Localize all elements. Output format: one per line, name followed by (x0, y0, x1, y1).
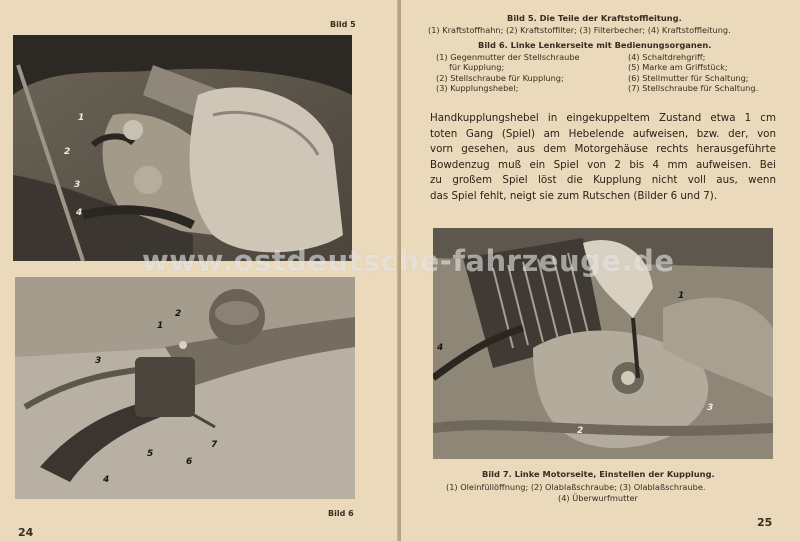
bild6-caption-title: Bild 6. Linke Lenkerseite mit Bedienungsorganen. (478, 40, 712, 50)
figure5-label: Bild 5 (330, 20, 356, 29)
figure6-photo (15, 277, 355, 499)
figure6-label: Bild 6 (328, 509, 354, 518)
bild6-item: (6) Stellmutter für Schaltung; (628, 72, 749, 83)
fig6-callout-3: 3 (95, 356, 102, 366)
fig5-callout-4: 4 (76, 208, 83, 218)
fig6-callout-6: 6 (186, 457, 193, 467)
bild5-caption-text: (1) Kraftstoffhahn; (2) Kraftstoffilter; (3) Filterbecher; (4) Kraftstoffleitung. (428, 25, 731, 35)
figure7-photo (433, 228, 773, 459)
bild6-item: (1) Gegenmutter der Stellschraube (436, 52, 580, 62)
bild6-item: (3) Kupplungshebel; (436, 83, 519, 94)
body-line: zu großem Spiel löst die Kupplung nicht voll aus, wenn (430, 174, 776, 187)
body-line: das Spiel fehlt, neigt sie zum Rutschen (Bilder 6 und 7). (430, 189, 718, 202)
fig5-callout-2: 2 (64, 147, 71, 157)
fig6-callout-2: 2 (175, 309, 182, 319)
bild6-legend-left (436, 52, 580, 94)
figure5-photo (13, 35, 352, 261)
bild6-item: für Kupplung; (436, 62, 505, 73)
fig7-callout-1: 1 (678, 291, 685, 301)
bild6-item: (7) Stellschraube für Schaltung. (628, 83, 759, 94)
fig6-callout-4: 4 (103, 475, 110, 485)
fig6-callout-5: 5 (147, 449, 154, 459)
fig6-callout-1: 1 (157, 321, 164, 331)
body-line: vorn gesehen, aus dem Motorgehäuse rechts herausgeführte (430, 143, 776, 156)
fig6-callout-7: 7 (211, 440, 218, 450)
watermark-text: www.ostdeutsche-fahrzeuge.de (142, 244, 675, 278)
bild6-item: (5) Marke am Griffstück; (628, 62, 728, 73)
bild6-item: (4) Schaltdrehgriff; (628, 52, 706, 62)
bild6-legend-right (628, 52, 758, 94)
fig5-callout-3: 3 (74, 180, 81, 190)
bild6-item: (2) Stellschraube für Kupplung; (436, 72, 564, 83)
bild7-caption-line1: (1) Oleinfüllöffnung; (2) Olablaßschraube; (3) Olablaßschraube. (446, 482, 706, 492)
page-number-left: 24 (18, 526, 34, 539)
body-line: Handkupplungshebel in eingekuppeltem Zustand etwa 1 cm (430, 112, 776, 124)
fig7-callout-4: 4 (437, 343, 444, 353)
bild7-caption-line2: (4) Überwurfmutter (558, 493, 638, 503)
body-line: Bowdenzug muß ein Spiel von 2 bis 4 mm aufweisen. Bei (430, 158, 776, 171)
body-paragraph (430, 111, 776, 205)
page-number-right: 25 (757, 516, 773, 529)
fig7-callout-3: 3 (707, 403, 714, 413)
body-line: toten Gang (Spiel) am Hebelende aufweisen, bzw. der, von (430, 127, 776, 140)
bild7-caption-title: Bild 7. Linke Motorseite, Einstellen der Kupplung. (482, 469, 715, 479)
fig5-callout-1: 1 (78, 113, 85, 123)
fig7-callout-2: 2 (577, 426, 584, 436)
left-page (0, 0, 399, 541)
bild5-caption-title: Bild 5. Die Teile der Kraftstoffleitung. (507, 13, 682, 23)
